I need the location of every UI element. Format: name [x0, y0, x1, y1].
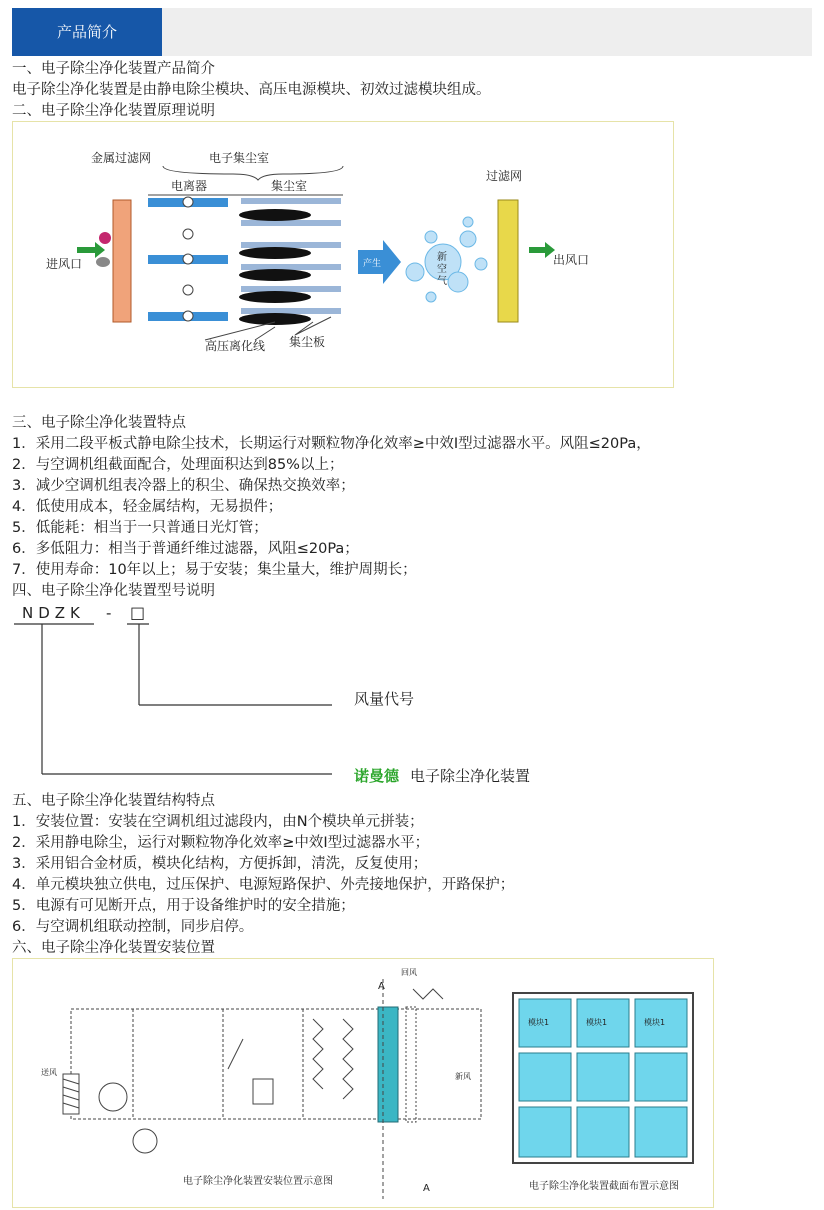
tab-product-intro[interactable]: 产品简介	[12, 8, 162, 56]
structure-item-1: 1．安装位置：安装在空调机组过滤段内，由N个模块单元拼装；	[12, 814, 424, 830]
produce-label: 产生	[363, 259, 382, 269]
inlet-arrow-icon	[77, 242, 105, 258]
dust-deposit	[239, 269, 311, 281]
model-code: NDZK	[22, 604, 85, 622]
module-cell	[577, 1053, 629, 1101]
collector-plate	[241, 286, 341, 292]
module-label: 模块1	[586, 1018, 608, 1027]
airflow-label: 风量代号	[354, 690, 415, 708]
feature-item-2: 2．与空调机组截面配合，处理面积达到85%以上；	[12, 457, 344, 473]
module-cell	[519, 1053, 571, 1101]
feature-item-5: 5．低能耗：相当于一只普通日光灯管；	[12, 520, 268, 536]
metal-filter-panel	[113, 200, 131, 322]
filter-label: 过滤网	[486, 169, 523, 183]
supply-air-label: 送风	[41, 1068, 57, 1077]
structure-item-4: 4．单元模块独立供电，过压保护、电源短路保护、外壳接地保护，开路保护；	[12, 877, 515, 893]
dust-particle-icon	[99, 232, 111, 244]
structure-item-5: 5．电源有可见断开点，用于设备维护时的安全措施；	[12, 898, 355, 914]
return-air-label: 回风	[401, 968, 417, 977]
feature-item-3: 3．减少空调机组表冷器上的积尘、确保热交换效率；	[12, 478, 355, 494]
ionizer-charge-icon	[183, 254, 193, 264]
filter-zigzag	[228, 1019, 323, 1089]
ionizer-charge-icon	[183, 229, 193, 239]
section-6-title: 六、电子除尘净化装置安装位置	[12, 940, 215, 956]
section-5-title: 五、电子除尘净化装置结构特点	[12, 793, 215, 809]
inlet-label: 进风口	[46, 257, 83, 271]
collector-label: 集尘室	[271, 179, 308, 193]
model-box: □	[130, 603, 146, 622]
outlet-arrow-icon	[529, 242, 555, 258]
dust-deposit	[239, 247, 311, 259]
collector-plates	[239, 198, 341, 325]
principle-diagram	[12, 121, 674, 388]
dust-deposit	[239, 209, 311, 221]
installation-diagram	[12, 958, 714, 1208]
ionizer-charge-icon	[183, 197, 193, 207]
module-cell	[635, 1053, 687, 1101]
fresh-air-label: 新风	[455, 1072, 471, 1081]
caption-left: 电子除尘净化装置安装位置示意图	[183, 1176, 333, 1187]
section-1-title: 一、电子除尘净化装置产品简介	[12, 61, 215, 77]
collector-brace	[163, 166, 343, 180]
fresh-air-char-2: 空	[437, 264, 447, 275]
section-1-body: 电子除尘净化装置是由静电除尘模块、高压电源模块、初效过滤模块组成。	[12, 82, 491, 98]
electronic-filter-module	[378, 1007, 398, 1122]
ionizer-charge-icon	[183, 285, 193, 295]
section-3-title: 三、电子除尘净化装置特点	[12, 415, 186, 431]
caption-right: 电子除尘净化装置截面布置示意图	[529, 1181, 679, 1192]
model-code-diagram	[12, 600, 612, 790]
hv-wire-label: 高压离化线	[205, 339, 266, 353]
fresh-air-char-3: 气	[437, 276, 447, 287]
structure-item-3: 3．采用铝合金材质，模块化结构，方便拆卸，清洗，反复使用；	[12, 856, 428, 872]
collector-plate	[241, 220, 341, 226]
collector-plate	[241, 264, 341, 270]
dust-deposit	[239, 291, 311, 303]
feature-item-4: 4．低使用成本，轻金属结构，无易损件；	[12, 499, 283, 515]
plate-label: 集尘板	[289, 335, 326, 349]
feature-item-6: 6．多低阻力：相当于普通纤维过滤器，风阻≤20Pa；	[12, 541, 359, 557]
module-label: 模块1	[528, 1018, 550, 1027]
section-mark-top: A	[378, 981, 385, 992]
fan-icon	[99, 1083, 127, 1111]
ionizer-label: 电离器	[171, 179, 208, 193]
return-grille	[413, 989, 443, 999]
structure-item-2: 2．采用静电除尘，运行对颗粒物净化效率≥中效I型过滤器水平；	[12, 835, 430, 851]
feature-item-1: 1．采用二段平板式静电除尘技术，长期运行对颗粒物净化效率≥中效I型过滤器水平。风阻≤20Pa，	[12, 436, 651, 452]
module-cell	[577, 1107, 629, 1157]
collector-plate	[241, 198, 341, 204]
structure-item-6: 6．与空调机组联动控制，同步启停。	[12, 919, 254, 935]
section-2-title: 二、电子除尘净化装置原理说明	[12, 103, 215, 119]
collector-room-label: 电子集尘室	[209, 151, 270, 165]
fresh-air-char-1: 新	[437, 252, 447, 263]
dust-deposit	[239, 313, 311, 325]
module-label: 模块1	[644, 1018, 666, 1027]
section-4-title: 四、电子除尘净化装置型号说明	[12, 583, 215, 599]
motor-icon	[133, 1129, 157, 1153]
module-cell	[519, 1107, 571, 1157]
coil-box	[253, 1079, 273, 1104]
collector-plate	[241, 242, 341, 248]
module-cell	[635, 1107, 687, 1157]
model-dash: -	[106, 604, 112, 622]
product-name: 电子除尘净化装置	[410, 767, 531, 785]
feature-item-7: 7．使用寿命：10年以上；易于安装；集尘量大，维护周期长；	[12, 562, 417, 578]
filter-panel	[498, 200, 518, 322]
dust-particle-icon	[96, 257, 110, 267]
collector-plate	[241, 308, 341, 314]
tab-bar	[12, 8, 812, 56]
section-mark-bottom: A	[423, 1183, 430, 1194]
metal-filter-label: 金属过滤网	[91, 151, 152, 165]
ionizer-charge-icon	[183, 311, 193, 321]
outlet-label: 出风口	[553, 253, 590, 267]
brand-name: 诺曼德	[354, 767, 400, 785]
